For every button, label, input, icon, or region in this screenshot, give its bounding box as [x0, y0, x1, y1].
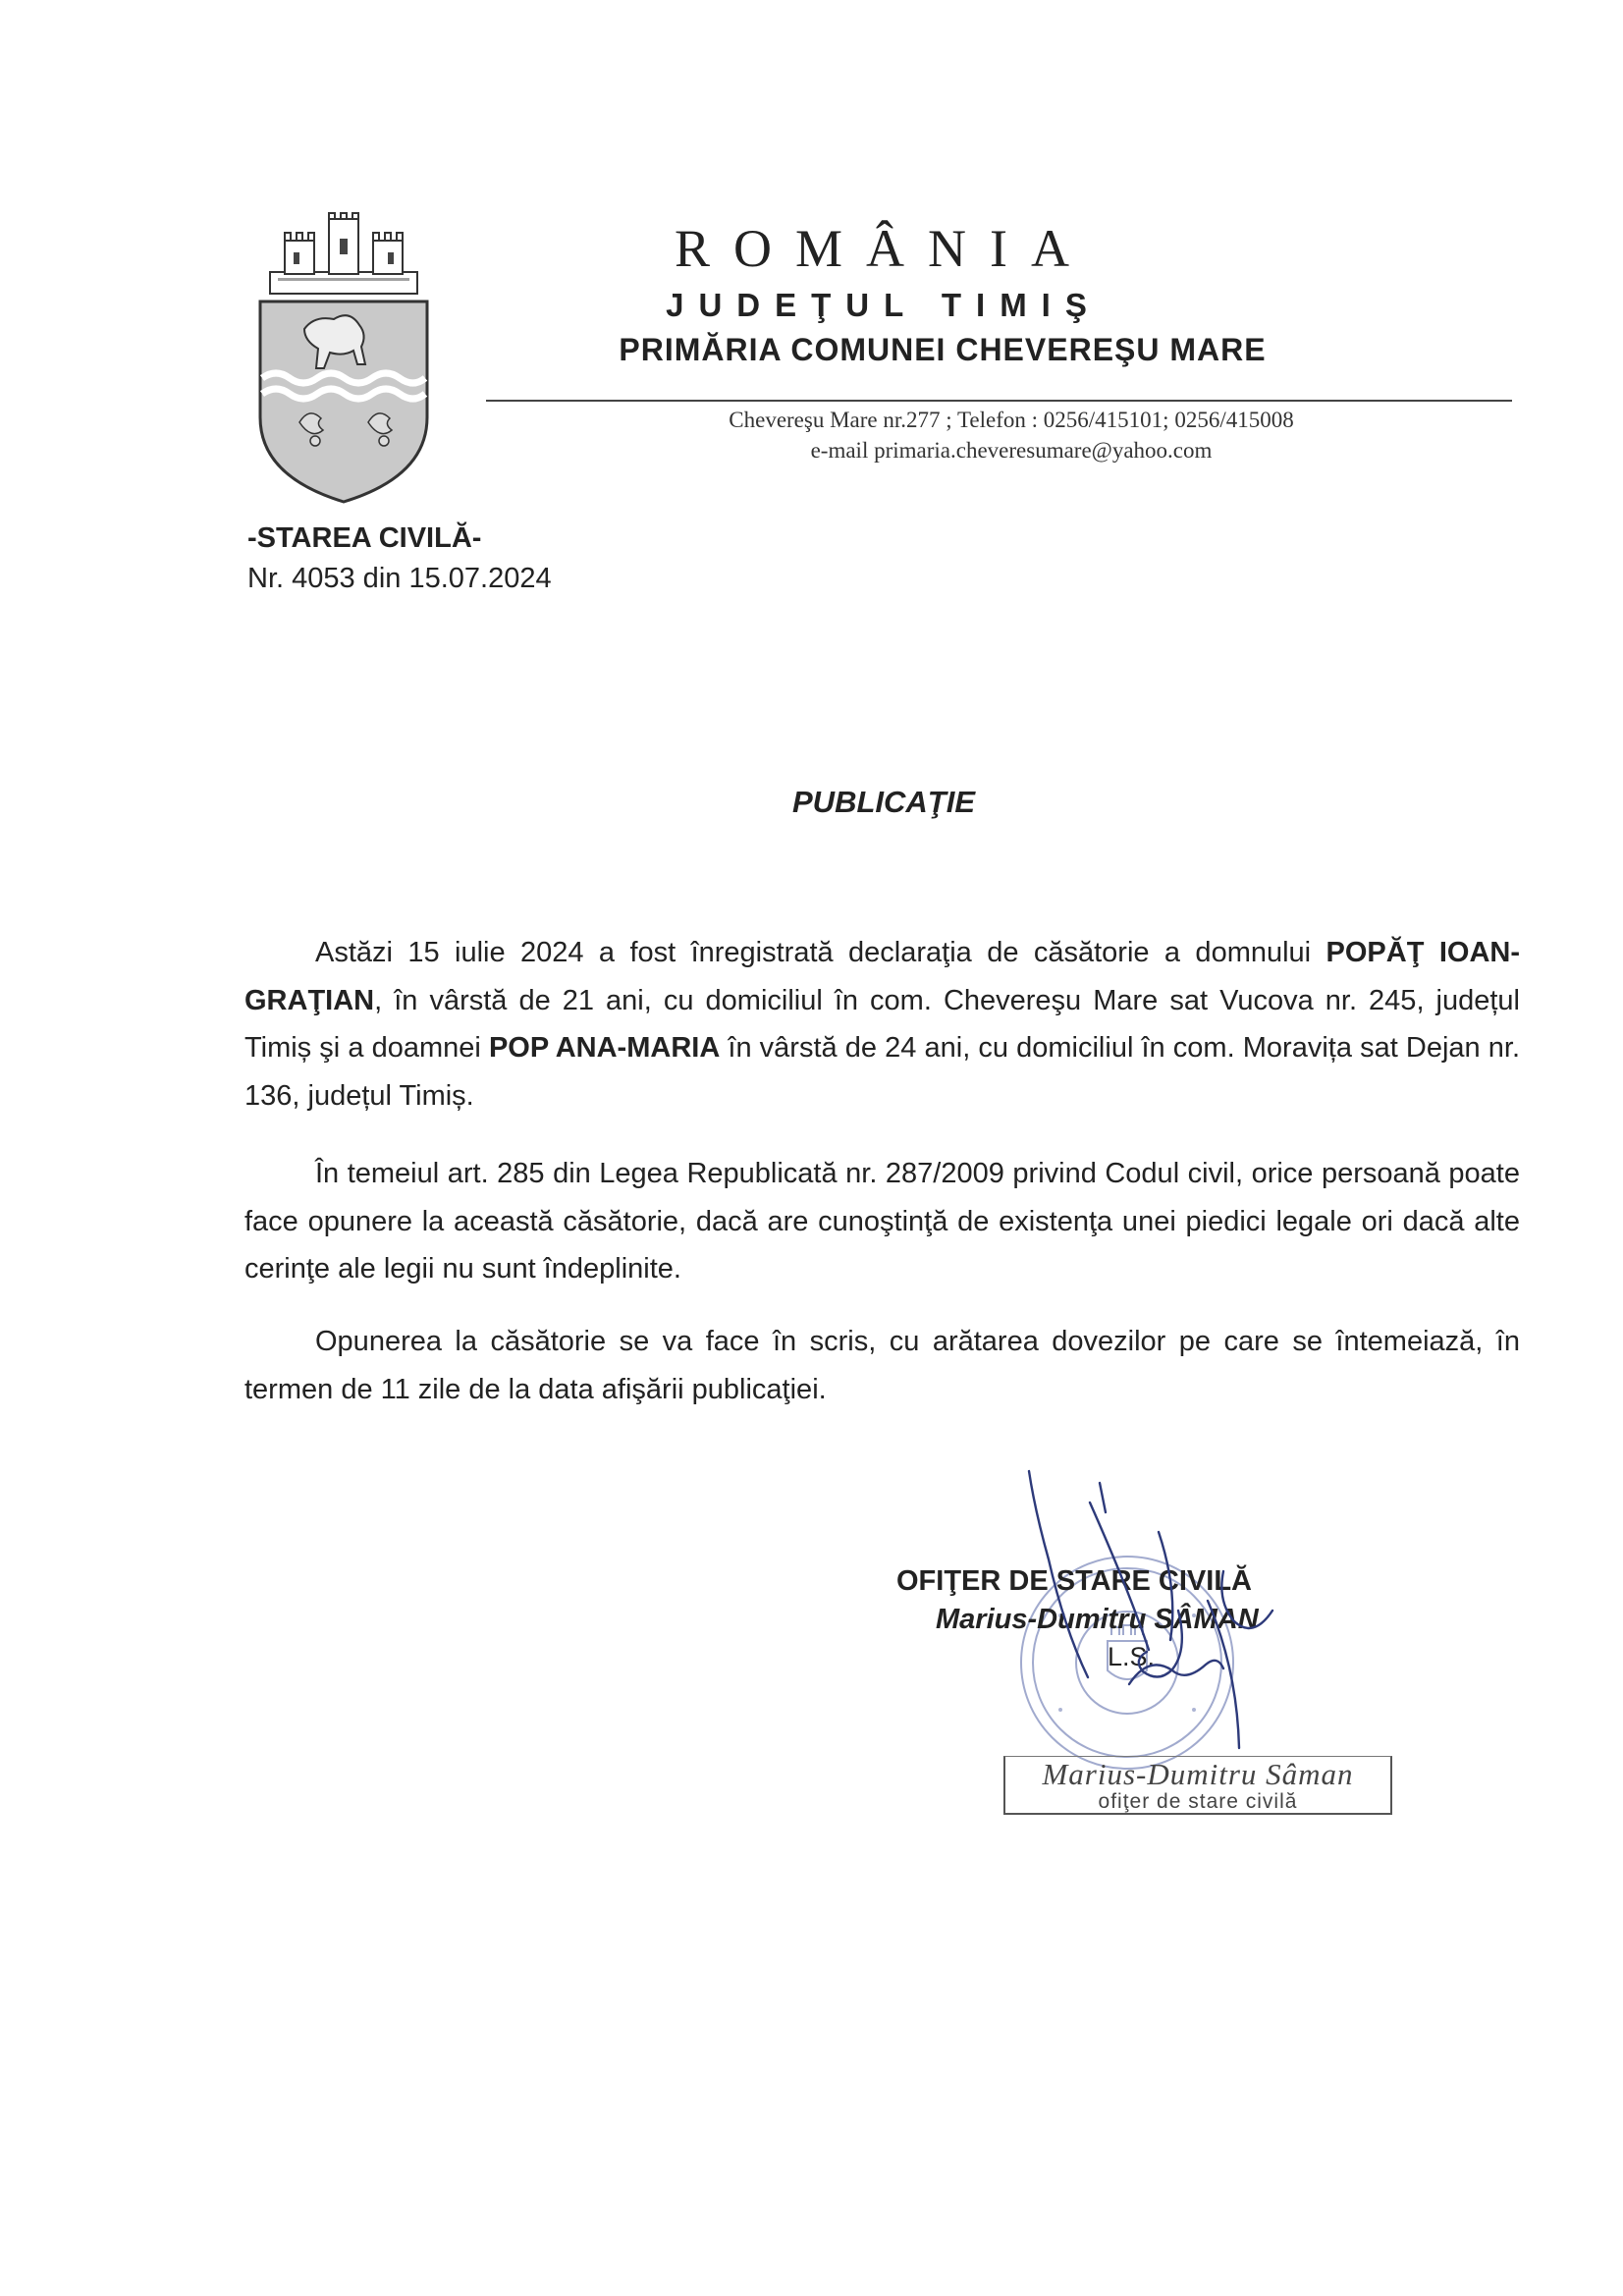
header-divider: [486, 400, 1512, 402]
body-paragraph-1: Astăzi 15 iulie 2024 a fost înregistrată declaraţia de căsătorie a domnului POPĂŢ IOAN-GRAŢIAN, în vârstă de 21 ani, cu domiciliul în com. Chevereşu Mare sat Vucova nr. 245, județul Timiș şi a doamnei POP ANA-MARIA în vârstă de 24 ani, cu domiciliul în com. Moravița sat Dejan nr. 136, județul Timiș.: [244, 937, 1521, 1112]
name-stamp: [1003, 1756, 1392, 1815]
signatory-name: Marius-Dumitru SÂMAN: [936, 1604, 1259, 1635]
document-title: PUBLICAŢIE: [792, 785, 975, 819]
handwritten-signature-icon: [1011, 1463, 1296, 1787]
contact-address-phone: Chevereşu Mare nr.277 ; Telefon : 0256/415101; 0256/415008: [729, 408, 1294, 432]
country-heading: ROMÂNIA: [674, 219, 1093, 278]
signatory-role: OFIŢER DE STARE CIVILĂ: [896, 1565, 1252, 1597]
registry-department: -STAREA CIVILĂ-: [247, 522, 482, 554]
body-paragraph-2: În temeiul art. 285 din Legea Republicată nr. 287/2009 privind Codul civil, orice persoană poate face opunere la această căsătorie, dacă are cunoştinţă de existenţa unei piedici legale ori dacă alte cerinţe ale legii nu sunt îndeplinite.: [244, 1158, 1520, 1285]
bride-name: POP ANA-MARIA: [488, 1032, 721, 1064]
county-heading: JUDEŢUL TIMIŞ: [666, 287, 1102, 323]
body-paragraph-3: Opunerea la căsătorie se va face în scris, cu arătarea dovezilor pe care se întemeiază, în termen de 11 zile de la data afişării publicaţiei.: [244, 1326, 1520, 1405]
locus-sigilli: L.S.: [1108, 1642, 1156, 1671]
header-contact: [491, 405, 1532, 465]
name-stamp-role: ofiţer de stare civilă: [1098, 1790, 1298, 1813]
coat-of-arms-icon: [250, 211, 437, 506]
contact-email: e-mail primaria.cheveresumare@yahoo.com: [810, 438, 1213, 463]
mayoralty-heading: PRIMĂRIA COMUNEI CHEVEREŞU MARE: [619, 332, 1267, 367]
registry-number: Nr. 4053 din 15.07.2024: [247, 563, 552, 594]
name-stamp-name: Marius-Dumitru Sâman: [1042, 1757, 1354, 1791]
groom-name: POPĂŢ IOAN-GRAŢIAN: [244, 937, 1520, 1016]
